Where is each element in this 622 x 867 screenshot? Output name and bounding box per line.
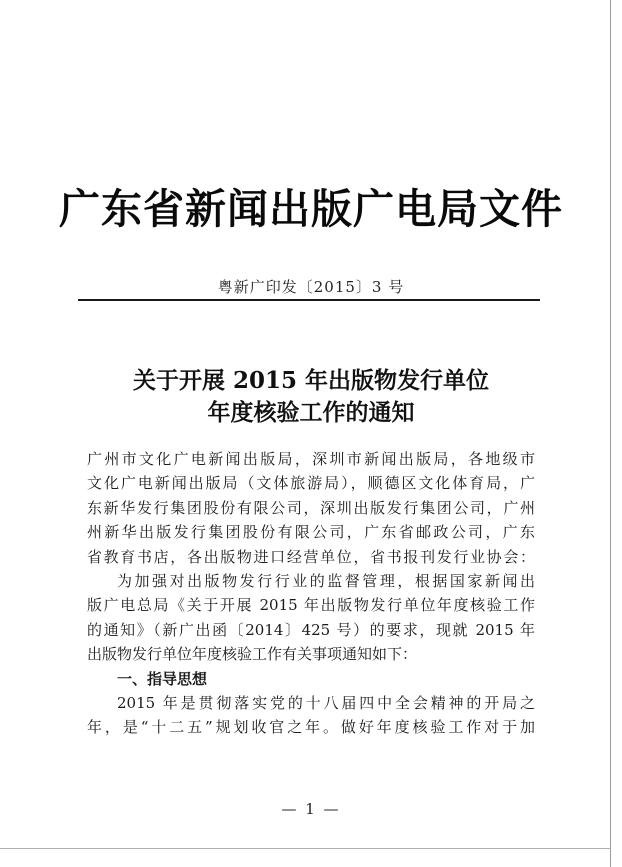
body-line: 文化广电新闻出版局（文体旅游局），顺德区文化体育局，广	[87, 474, 535, 493]
body-line: 2015 年是贯彻落实党的十八届四中全会精神的开局之	[117, 693, 535, 712]
page-number: — 1 —	[281, 800, 341, 818]
header-divider	[78, 299, 540, 301]
document-header-title: 广东省新闻出版广电局文件	[59, 185, 563, 233]
body-line: 年，是“十二五”规划收官之年。做好年度核验工作对于加	[87, 718, 535, 737]
page-edge-bottom	[0, 848, 611, 849]
document-number: 粤新广印发〔2015〕3 号	[217, 278, 405, 296]
body-line: 的通知》（新广出函〔2014〕425 号）的要求，现就 2015 年	[87, 620, 535, 639]
body-line: 出版物发行单位年度核验工作有关事项通知如下：	[87, 645, 418, 664]
main-title-line-1: 关于开展 2015 年出版物发行单位	[132, 367, 490, 394]
body-line: 州新华出版发行集团股份有限公司，广东省邮政公司，广东	[87, 523, 535, 542]
document-body	[87, 447, 535, 740]
body-line: 东新华发行集团股份有限公司，深圳出版发行集团公司，广州	[87, 498, 535, 517]
page-edge-right	[610, 0, 611, 867]
body-line: 为加强对出版物发行行业的监督管理，根据国家新闻出	[117, 571, 535, 590]
main-title-line-2: 年度核验工作的通知	[207, 399, 415, 426]
body-line: 版广电总局《关于开展 2015 年出版物发行单位年度核验工作	[87, 596, 535, 615]
body-line: 省教育书店，各出版物进口经营单位，省书报刊发行业协会：	[87, 547, 535, 566]
body-line: 广州市文化广电新闻出版局，深圳市新闻出版局，各地级市	[87, 450, 535, 468]
section-heading: 一、指导思想	[117, 669, 208, 688]
